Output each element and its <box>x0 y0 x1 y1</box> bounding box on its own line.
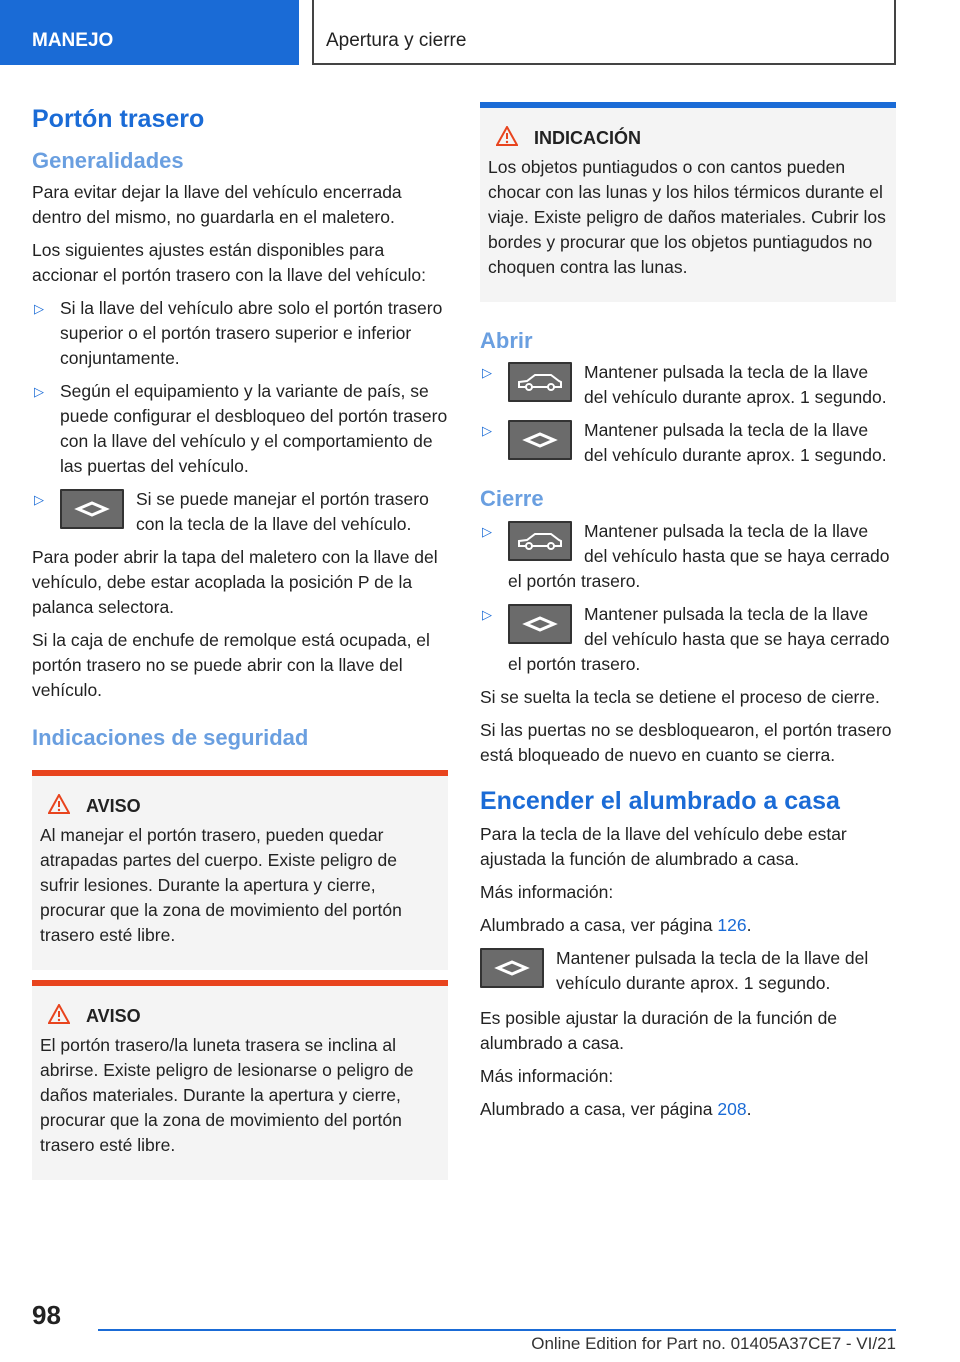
general-heading: Generalidades <box>32 148 184 173</box>
paragraph: Es posible ajustar la duración de la función de alumbrado a casa. <box>480 1007 838 1053</box>
open-list <box>480 360 896 468</box>
footer-edition: Online Edition for Part no. 01405A37CE7 - VI/21 <box>531 1334 896 1353</box>
list-item: ▷ Según el equipamiento y la variante de país, se puede configurar el desbloqueo del portón trasero con la llave del vehículo y el comportamiento de las puertas del vehículo. <box>34 381 448 477</box>
warning-text: Al manejar el portón trasero, pueden quedar atrapadas partes del cuerpo. Existe peligro de sufrir lesiones. Durante la apertura y cierre, procurar que la zona de movimiento del portón trasero esté libre. <box>40 824 402 945</box>
triangle-bullet-icon: ▷ <box>34 492 44 508</box>
footer-divider <box>98 1329 896 1331</box>
paragraph: Para evitar dejar la llave del vehículo encerrada dentro del mismo, no guardarla en el maletero. <box>32 182 402 228</box>
safety-heading: Indicaciones de seguridad <box>32 725 309 751</box>
paragraph: Más información: <box>480 1065 614 1086</box>
triangle-bullet-icon: ▷ <box>34 384 44 400</box>
warning-triangle-icon <box>496 126 518 151</box>
warning-box <box>32 770 448 970</box>
page-reference: Alumbrado a casa, ver página 208. <box>480 1098 752 1119</box>
page-link[interactable]: 208 <box>717 1098 747 1119</box>
notice-box <box>480 102 896 302</box>
notice-text: Los objetos puntiagudos o con cantos pueden chocar con las lunas y los hilos térmicos durante el viaje. Existe peligro de daños materiales. Cubrir los bordes y procurar que los objetos puntiagudos no choquen contra las lunas. <box>488 157 886 277</box>
close-heading: Cierre <box>480 486 544 512</box>
left-column <box>32 100 448 1188</box>
warning-text: El portón trasero/la luneta trasera se inclina al abrirse. Existe peligro de lesionarse o peligro de daños materiales. Durante la apertura y cierre, procurar que la zona de movimiento del portón trasero esté libre. <box>40 1034 414 1155</box>
section-title: Apertura y cierre <box>312 0 896 65</box>
diamond-key-icon <box>508 604 572 644</box>
page-title: Portón trasero <box>32 105 205 133</box>
paragraph: Si las puertas no se desbloquearon, el portón trasero está bloqueado de nuevo en cuanto se cierra. <box>480 719 892 765</box>
list-item: ▷ Si la llave del vehículo abre solo el portón trasero superior o el portón trasero superior e inferior conjuntamente. <box>34 298 443 369</box>
warning-triangle-icon <box>48 794 70 819</box>
list-item: ▷ Mantener pulsada la tecla de la llave del vehículo hasta que se haya cerrado el portón trasero. <box>482 603 890 674</box>
tailgate-key-icon <box>508 362 572 402</box>
warning-triangle-icon <box>48 1004 70 1029</box>
warning-box <box>32 980 448 1180</box>
triangle-bullet-icon: ▷ <box>482 523 492 539</box>
triangle-bullet-icon: ▷ <box>482 423 492 439</box>
open-heading: Abrir <box>480 328 533 353</box>
chapter-tab: MANEJO <box>0 0 299 65</box>
paragraph: Si se suelta la tecla se detiene el proceso de cierre. <box>480 686 880 707</box>
paragraph: Para la tecla de la llave del vehículo debe estar ajustada la función de alumbrado a casa. <box>480 823 847 869</box>
triangle-bullet-icon: ▷ <box>34 301 44 317</box>
notice-header: INDICACIÓN <box>488 126 888 151</box>
settings-list <box>32 296 448 537</box>
paragraph: Para poder abrir la tapa del maletero con la llave del vehículo, debe estar acoplada la posición P de la palanca selectora. <box>32 547 438 618</box>
close-list <box>480 519 896 677</box>
diamond-key-icon <box>480 948 544 988</box>
page-link[interactable]: 126 <box>717 914 747 935</box>
list-item: ▷ Si se puede manejar el portón trasero con la tecla de la llave del vehículo. <box>34 489 429 535</box>
triangle-bullet-icon: ▷ <box>482 606 492 622</box>
diamond-key-icon <box>60 489 124 529</box>
tailgate-key-icon <box>508 521 572 561</box>
paragraph: Si la caja de enchufe de remolque está ocupada, el portón trasero no se puede abrir con la llave del vehículo. <box>32 630 430 701</box>
key-instruction: Mantener pulsada la tecla de la llave del vehículo durante aprox. 1 segundo. <box>480 946 896 996</box>
right-column <box>480 100 896 1130</box>
paragraph: Más información: <box>480 881 614 902</box>
triangle-bullet-icon: ▷ <box>482 365 492 381</box>
page-reference: Alumbrado a casa, ver página 126. <box>480 914 752 935</box>
home-lighting-heading: Encender el alumbrado a casa <box>480 786 840 815</box>
list-item: ▷ Mantener pulsada la tecla de la llave del vehículo durante aprox. 1 segundo. <box>482 420 887 466</box>
list-item: ▷ Mantener pulsada la tecla de la llave del vehículo hasta que se haya cerrado el portón trasero. <box>482 520 890 591</box>
warning-header: AVISO <box>40 794 440 819</box>
paragraph: Los siguientes ajustes están disponibles para accionar el portón trasero con la llave del vehículo: <box>32 240 426 286</box>
page-number: 98 <box>32 1300 61 1330</box>
list-item: ▷ Mantener pulsada la tecla de la llave del vehículo durante aprox. 1 segundo. <box>482 362 887 408</box>
warning-header: AVISO <box>40 1004 440 1029</box>
diamond-key-icon <box>508 420 572 460</box>
